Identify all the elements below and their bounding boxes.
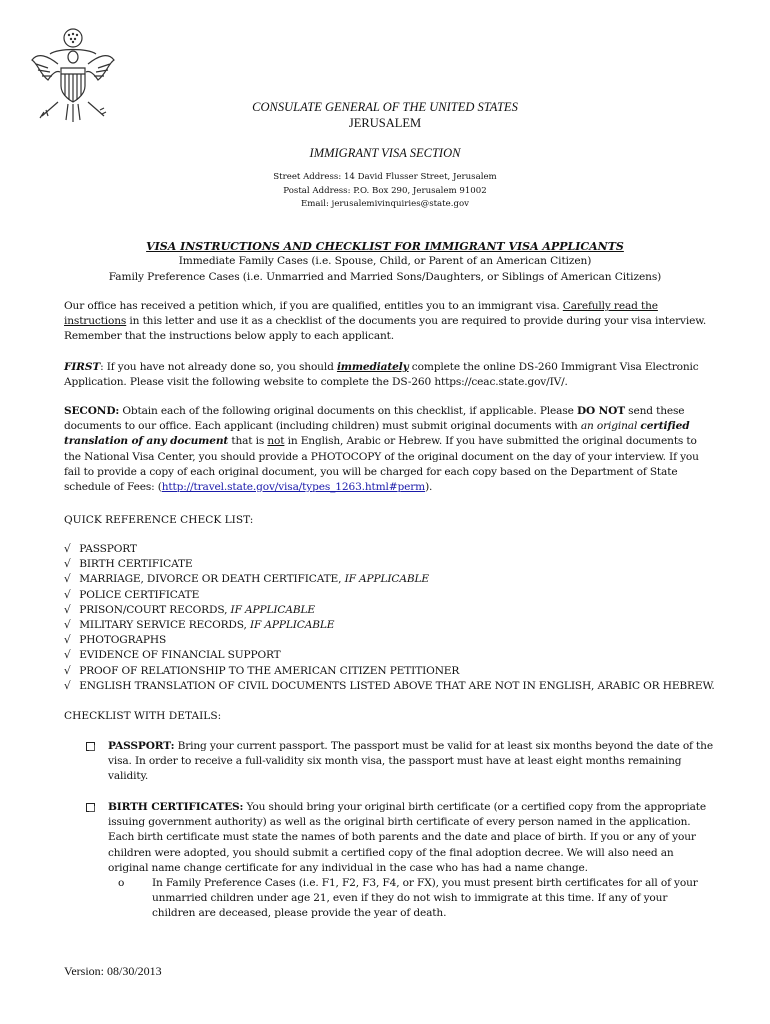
list-item: √ ENGLISH TRANSLATION OF CIVIL DOCUMENTS LISTED ABOVE THAT ARE NOT IN ENGLISH, ARABIC OR HEBREW.	[64, 679, 715, 694]
passport-detail-item	[86, 739, 716, 785]
passport-heading: PASSPORT:	[108, 740, 175, 752]
first-paragraph	[64, 360, 714, 390]
second-text-5: ).	[425, 481, 433, 494]
passport-text: Bring your current passport. The passport must be valid for at least six months beyond the date of the visa. In order to receive a full-validity six month visa, the passport must have at least eight months remaining validity.	[108, 740, 713, 783]
intro-paragraph	[64, 299, 714, 345]
consulate-city: JERUSALEM	[348, 116, 422, 130]
street-address: Street Address: 14 David Flusser Street, Jerusalem	[273, 172, 497, 182]
first-emphasis: immediately	[336, 361, 409, 373]
check-mark-icon: √	[64, 603, 71, 616]
document-subtitle-preference: Family Preference Cases (i.e. Unmarried and Married Sons/Daughters, or Siblings of American Citizens)	[108, 271, 662, 283]
quick-reference-label: QUICK REFERENCE CHECK LIST:	[64, 514, 254, 526]
first-text-1: : If you have not already done so, you should	[100, 361, 337, 373]
second-label: SECOND:	[64, 405, 120, 417]
second-not: not	[267, 435, 285, 448]
list-item: √ PRISON/COURT RECORDS, IF APPLICABLE	[64, 603, 715, 618]
check-mark-icon: √	[64, 558, 71, 571]
list-item: √ EVIDENCE OF FINANCIAL SUPPORT	[64, 648, 715, 663]
check-mark-icon: √	[64, 664, 71, 677]
list-item: √ MARRIAGE, DIVORCE OR DEATH CERTIFICATE, IF APPLICABLE	[64, 572, 715, 587]
email-address: Email: jerusalemivinquiries@state.gov	[301, 199, 469, 209]
check-mark-icon: √	[64, 543, 71, 555]
second-text-2: send these documents to our office. Each applicant (including children) must submit original documents with	[64, 405, 685, 433]
family-preference-sub-item	[118, 876, 712, 922]
list-item: √ PROOF OF RELATIONSHIP TO THE AMERICAN CITIZEN PETITIONER	[64, 664, 715, 679]
consulate-name: CONSULATE GENERAL OF THE UNITED STATES	[252, 100, 518, 114]
second-text-1: Obtain each of the following original documents on this checklist, if applicable. Please	[119, 405, 577, 417]
birth-heading: BIRTH CERTIFICATES:	[108, 801, 244, 813]
fees-link[interactable]: http://travel.state.gov/visa/types_1263.html#perm	[161, 481, 426, 494]
checkbox-icon	[86, 803, 95, 812]
quick-reference-list	[64, 542, 715, 694]
second-an-original: an original	[580, 420, 638, 433]
section-name: IMMIGRANT VISA SECTION	[309, 146, 461, 160]
check-mark-icon: √	[64, 679, 71, 692]
document-title: VISA INSTRUCTIONS AND CHECKLIST FOR IMMIGRANT VISA APPLICANTS	[146, 240, 624, 253]
circle-bullet-icon: o	[118, 877, 125, 889]
second-do-not: DO NOT	[576, 405, 625, 417]
check-mark-icon: √	[64, 588, 71, 601]
document-subtitle-immediate: Immediate Family Cases (i.e. Spouse, Child, or Parent of an American Citizen)	[178, 255, 592, 267]
second-text-3: that is	[228, 435, 268, 448]
check-mark-icon: √	[64, 619, 71, 632]
list-item: √ PASSPORT	[64, 542, 715, 557]
check-mark-icon: √	[64, 573, 71, 586]
intro-text-1: Our office has received a petition which, if you are qualified, entitles you to an immigrant visa.	[64, 300, 563, 312]
version-footer: Version: 08/30/2013	[64, 964, 162, 978]
second-text-4: in English, Arabic or Hebrew. If you have submitted the original documents to the National Visa Center, you should provide a PHOTOCOPY of the original document on the day of your interview. If you fail to provide a copy of each original document, you will be charged for each copy based on the Department of State schedule of Fees: (	[64, 435, 699, 494]
details-label: CHECKLIST WITH DETAILS:	[64, 710, 222, 722]
intro-text-2: in this letter and use it as a checklist of the documents you are required to provide during your visa interview. Remember that the instructions below apply to each applicant.	[64, 315, 707, 343]
intro-underlined: Carefully read the instructions	[64, 300, 658, 328]
second-certified-translation: certified translation of any document	[64, 420, 690, 448]
list-item: √ POLICE CERTIFICATE	[64, 588, 715, 603]
check-mark-icon: √	[64, 649, 71, 662]
second-paragraph	[64, 404, 714, 495]
list-item: √ PHOTOGRAPHS	[64, 633, 715, 648]
check-mark-icon: √	[64, 634, 71, 647]
list-item: √ MILITARY SERVICE RECORDS, IF APPLICABLE	[64, 618, 715, 633]
checkbox-icon	[86, 742, 95, 751]
first-label: FIRST	[64, 361, 101, 373]
birth-certificate-detail-item	[86, 800, 716, 876]
list-item: √ BIRTH CERTIFICATE	[64, 557, 715, 572]
postal-address: Postal Address: P.O. Box 290, Jerusalem 91002	[283, 186, 487, 196]
family-preference-text: In Family Preference Cases (i.e. F1, F2, F3, F4, or FX), you must present birth certificates for all of your unmarried children under age 21, even if they do not wish to immigrate at this time. If any of your children are deceased, please provide the year of death.	[152, 877, 698, 920]
first-text-2: complete the online DS-260 Immigrant Visa Electronic Application. Please visit the following website to complete the DS-260 https://ceac.state.gov/IV/.	[64, 361, 699, 389]
birth-text: You should bring your original birth certificate (or a certified copy from the appropriate issuing government authority) as well as the original birth certificate of every person named in the application. Each birth certificate must state the names of both parents and the date and place of birth. If you or any of your children were adopted, you should submit a certified copy of the final adoption decree. We will also need an original name change certificate for any individual in the case who has had a name change.	[108, 801, 707, 874]
